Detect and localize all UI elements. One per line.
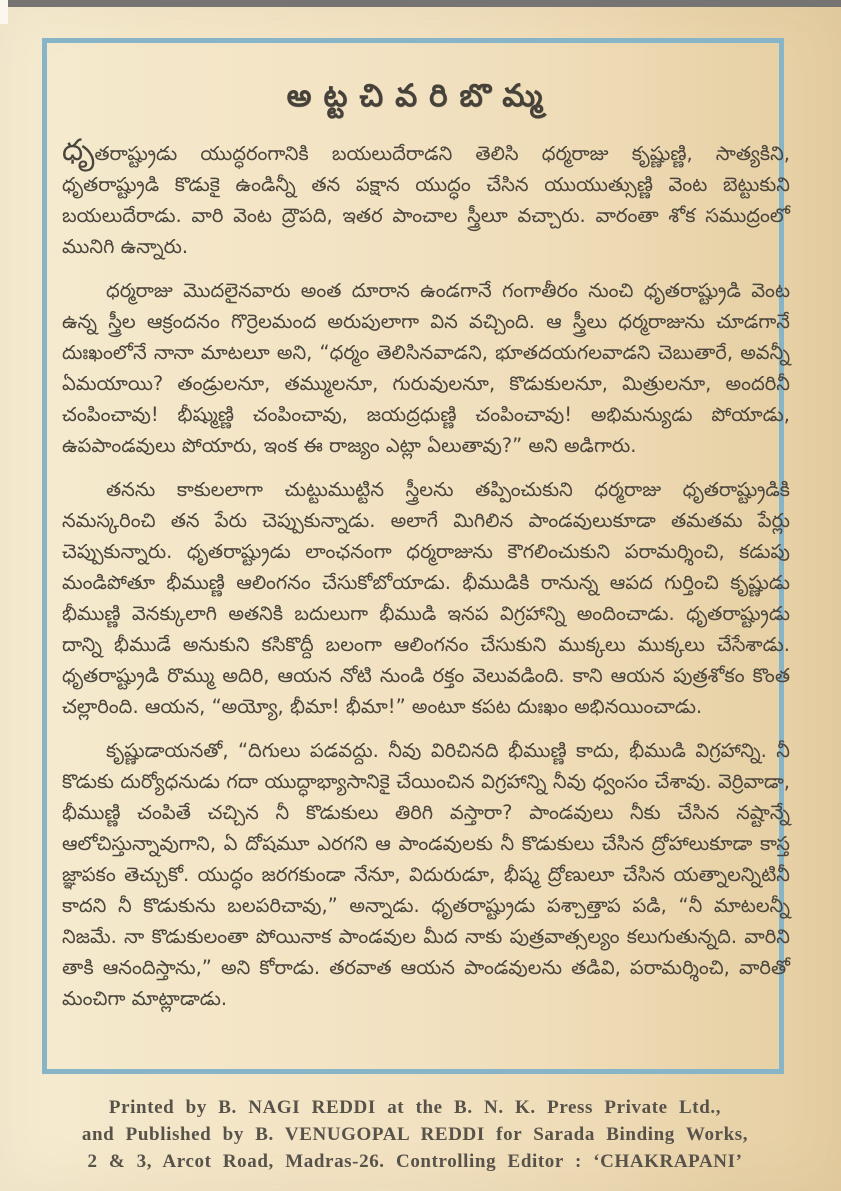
- paragraph-lead-syllable: ధృ: [62, 133, 95, 168]
- scan-edge-artifact-left: [0, 0, 8, 24]
- page-title: అట్టచివరిబొమ్మ: [286, 78, 555, 114]
- paragraph-text: కృష్ణుడాయనతో, “దిగులు పడవద్దు. నీవు విరిచినది భీముణ్ణి కాదు, భీముడి విగ్రహాన్ని. నీ కొడుకు దుర్యోధనుడు గదా యుద్ధాభ్యాసానికై చేయించిన విగ్రహాన్ని నీవు ధ్వంసం చేశావు. వెర్రివాడా, భీముణ్ణి చంపితే చచ్చిన నీ కొడుకులు తిరిగి వస్తారా? పాండవులు నీకు చేసిన నష్టాన్నే ఆలోచిస్తున్నావుగాని, ఏ దోషమూ ఎరగని ఆ పాండవులకు నీ కొడుకులు చేసిన ద్రోహాలుకూడా కాస్త జ్ఞాపకం తెచ్చుకో. యుద్ధం జరగకుండా నేనూ, విదురుడూ, భీష్మ ద్రోణులూ చేసిన యత్నాలన్నిటినీ కాదని నీ కొడుకును బలపరిచావు,” అన్నాడు. ధృతరాష్ట్రుడు పశ్చాత్తాప పడి, “నీ మాటలన్నీ నిజమే. నా కొడుకులంతా పోయినాక పాండవుల మీద నాకు పుత్రవాత్సల్యం కలుగుతున్నది. వారిని తాకి ఆనందిస్తాను,” అని కోరాడు. తరవాత ఆయన పాండవులను తడివి, పరామర్శించి, వారితో మంచిగా మాట్లాడాడు.: [62, 739, 790, 1010]
- scan-edge-artifact-top: [8, 0, 841, 7]
- paragraph: [62, 133, 790, 262]
- paragraph-text: ధర్మరాజు మొదలైనవారు అంత దూరాన ఉండగానే గంగాతీరం నుంచి ధృతరాష్ట్రుడి వెంట ఉన్న స్త్రీల ఆక్రందనం గొర్రెలమంద అరుపులాగా విన వచ్చింది. ఆ స్త్రీలు ధర్మరాజును చూడగానే దుఃఖంలోనే నానా మాటలూ అని, “ధర్మం తెలిసినవాడని, భూతదయగలవాడని చెబుతారే, అవన్నీ ఏమయాయి? తండ్రులనూ, తమ్ములనూ, గురువులనూ, కొడుకులనూ, మిత్రులనూ, అందరినీ చంపించావు! భీష్ముణ్ణి చంపించావు, జయద్రధుణ్ణి చంపించావు! అభిమన్యుడు పోయాడు, ఉపపాండవులు పోయారు, ఇంక ఈ రాజ్యం ఎట్లా ఏలుతావు?” అని అడిగారు.: [62, 279, 790, 457]
- printer-colophon: [60, 1094, 770, 1175]
- colophon-line: Printed by B. NAGI REDDI at the B. N. K. Press Private Ltd.,: [108, 1097, 722, 1118]
- story-text-block: [62, 133, 790, 1027]
- colophon-line: and Published by B. VENUGOPAL REDDI for Sarada Binding Works,: [81, 1124, 749, 1145]
- colophon-line: 2 & 3, Arcot Road, Madras-26. Controlling Editor : ‘CHAKRAPANI’: [87, 1151, 743, 1172]
- paragraph-text: తనను కాకులలాగా చుట్టుముట్టిన స్త్రీలను తప్పించుకుని ధర్మరాజు ధృతరాష్ట్రుడికి నమస్కరించి తన పేరు చెప్పుకున్నాడు. అలాగే మిగిలిన పాండవులుకూడా తమతమ పేర్లు చెప్పుకున్నారు. ధృతరాష్ట్రుడు లాంఛనంగా ధర్మరాజును కౌగలించుకుని పరామర్శించి, కడుపు మండిపోతూ భీముణ్ణి ఆలింగనం చేసుకోబోయాడు. భీముడికి రానున్న ఆపద గుర్తించి కృష్ణుడు భీముణ్ణి వెనక్కులాగి అతనికి బదులుగా భీముడి ఇనప విగ్రహాన్ని అందించాడు. ధృతరాష్ట్రుడు దాన్ని భీముడే అనుకుని కసికొద్దీ బలంగా ఆలింగనం చేసుకుని ముక్కలు ముక్కలు చేసేశాడు. ధృతరాష్ట్రుడి రొమ్ము అదిరి, ఆయన నోటి నుండి రక్తం వెలువడింది. కాని ఆయన పుత్రశోకం కొంత చల్లారింది. ఆయన, “అయ్యో, భీమా! భీమా!” అంటూ కపట దుఃఖం అభినయించాడు.: [62, 478, 790, 718]
- paragraph: [62, 735, 790, 1014]
- paragraph: [62, 275, 790, 461]
- paragraph-text: తరాష్ట్రుడు యుద్ధరంగానికి బయలుదేరాడని తెలిసి ధర్మరాజు కృష్ణుణ్ణి, సాత్యకిని, ధృతరాష్ట్రుడి కొడుకై ఉండిన్నీ తన పక్షాన యుద్ధం చేసిన యుయుత్సుణ్ణి వెంట బెట్టుకుని బయలుదేరాడు. వారి వెంట ద్రౌపది, ఇతర పాంచాల స్త్రీలూ వచ్చారు. వారంతా శోక సముద్రంలో మునిగి ఉన్నారు.: [62, 142, 790, 258]
- paragraph: [62, 474, 790, 722]
